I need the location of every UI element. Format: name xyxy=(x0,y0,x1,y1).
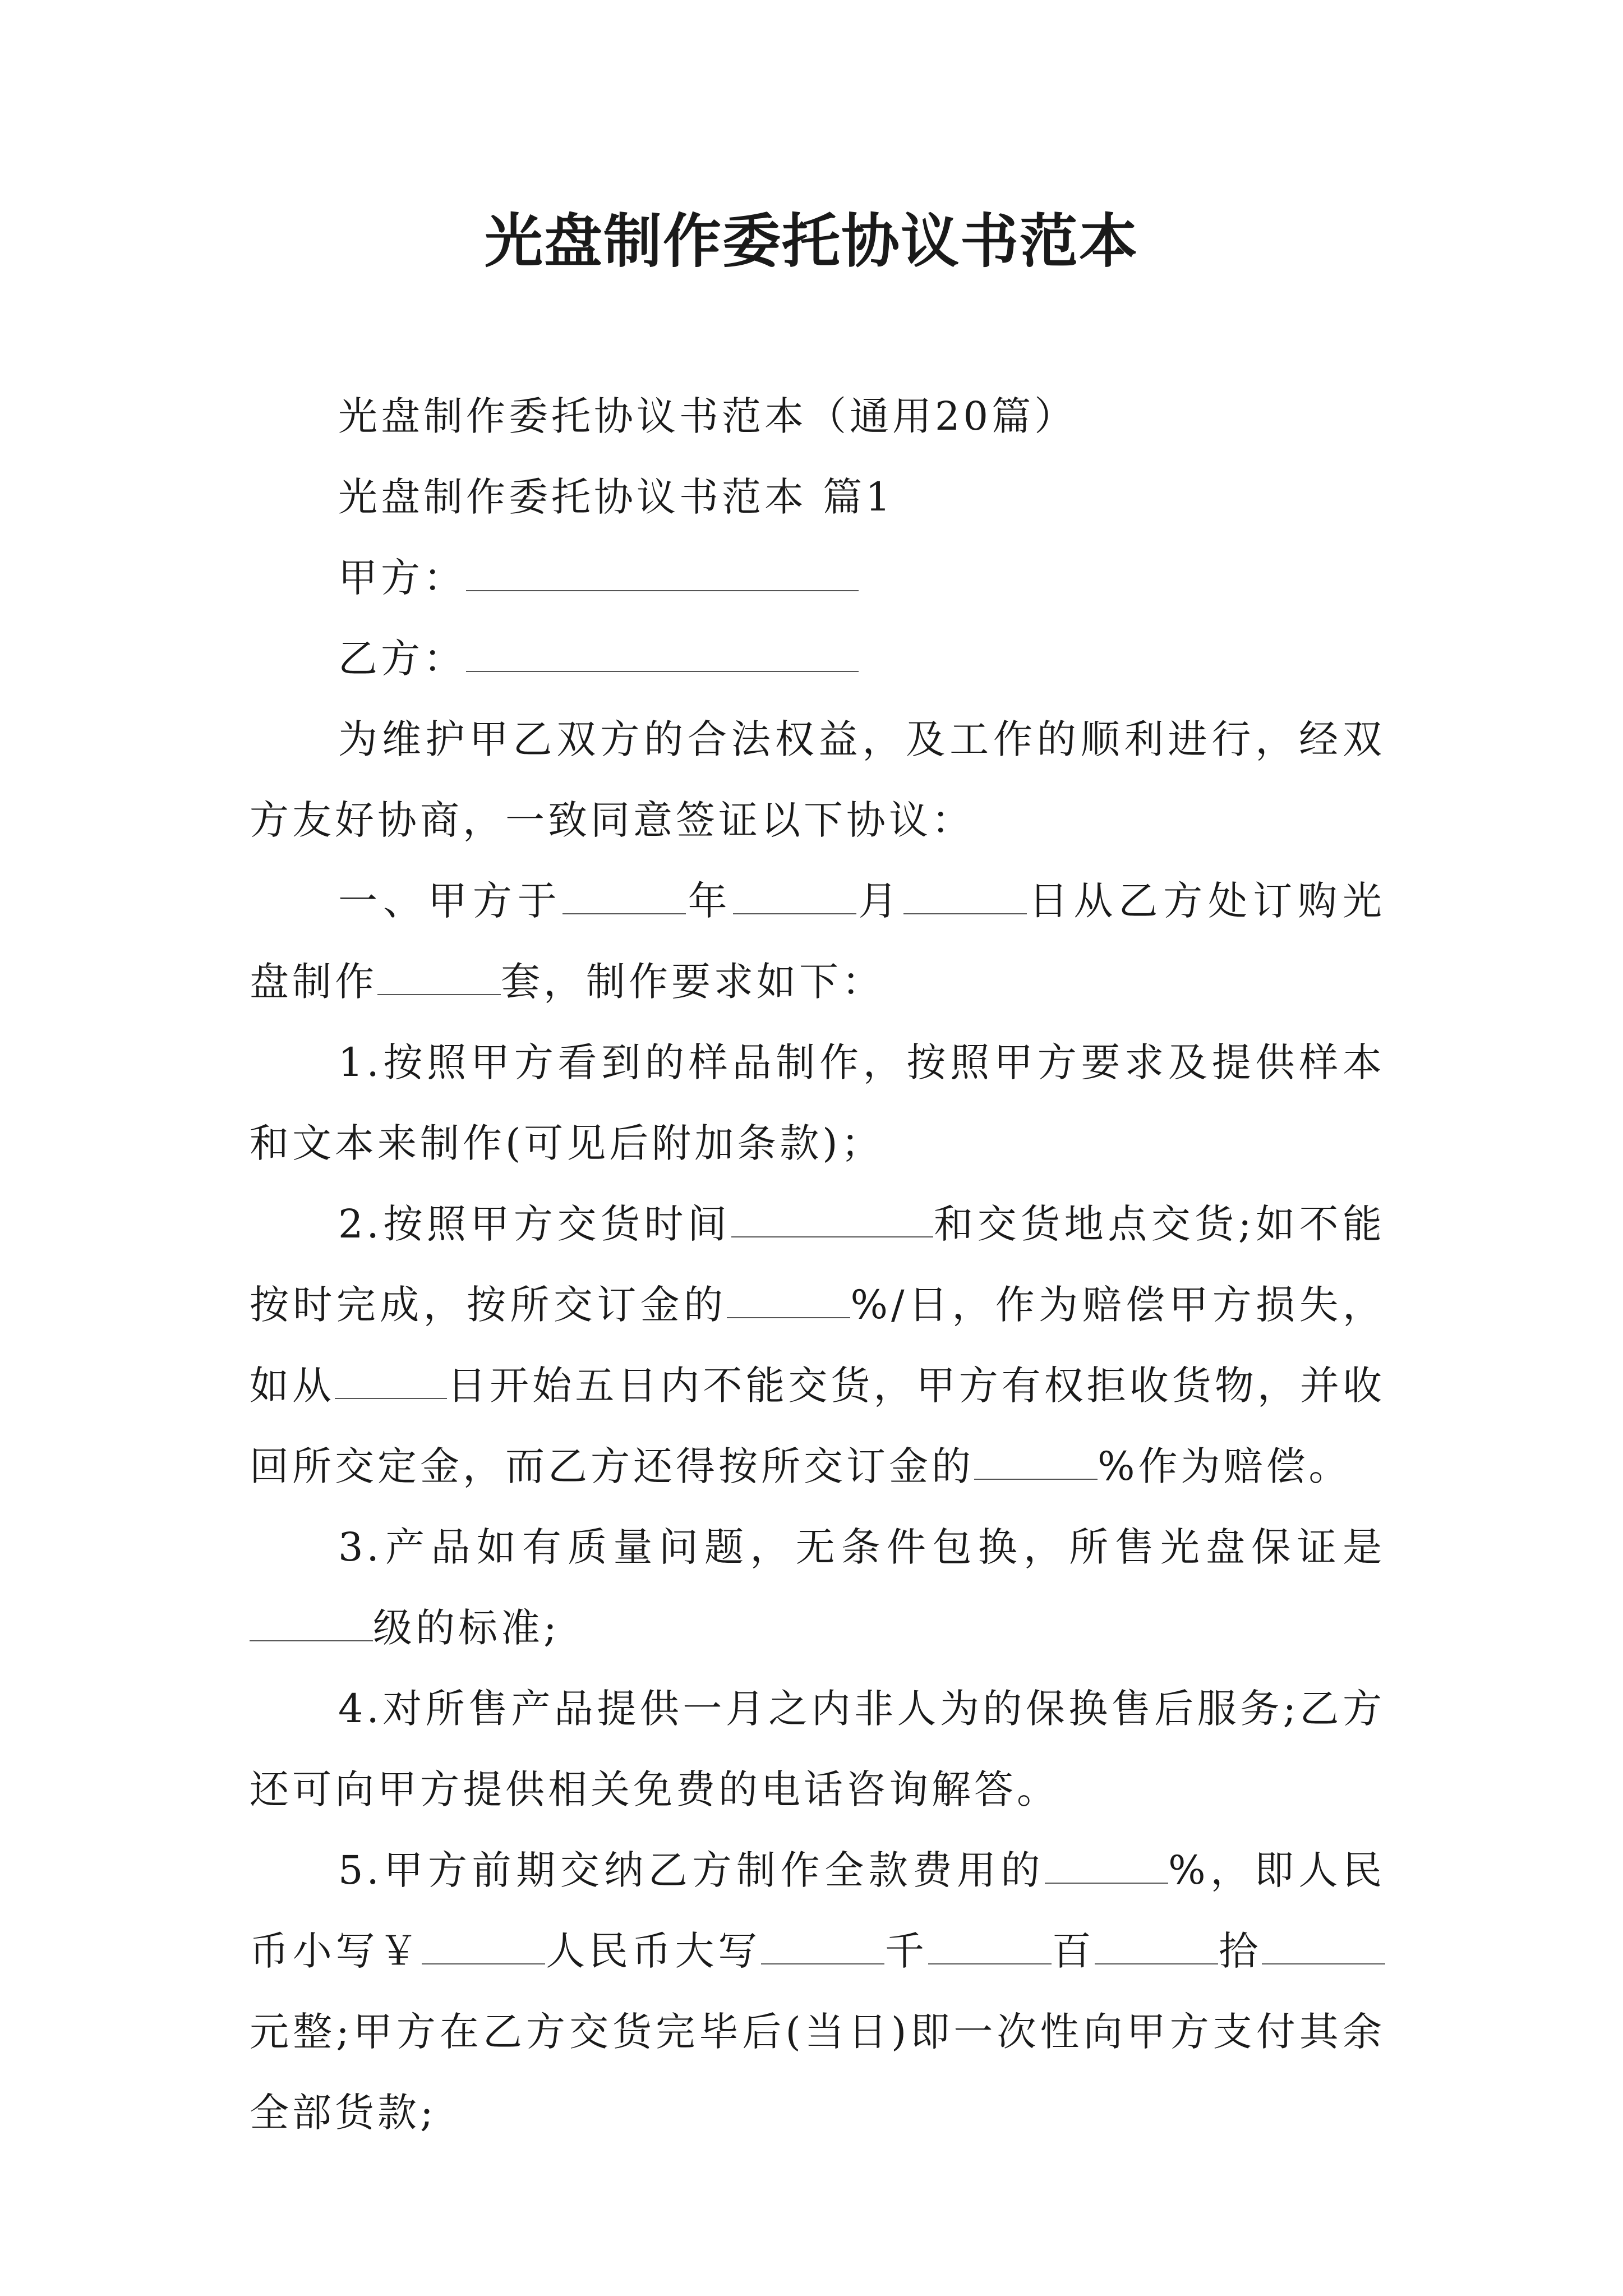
document-body xyxy=(250,376,1385,2153)
item-2-text: %作为赔偿。 xyxy=(1098,1443,1352,1489)
month-blank xyxy=(733,874,856,914)
section-heading: 光盘制作委托协议书范本 篇1 xyxy=(338,474,894,520)
item-5-text: 千 xyxy=(884,1928,928,1974)
item-2-text: 日开始五日内不能交货，甲方有权拒收货物，并收回所交定金，而乙方还得按所交订金的 xyxy=(250,1363,1386,1489)
prepay-percent-blank xyxy=(1045,1843,1168,1884)
units-blank xyxy=(1262,1924,1385,1964)
penalty-rate-blank xyxy=(727,1278,850,1318)
clause-1 xyxy=(250,861,1385,1022)
party-b-blank xyxy=(466,632,859,672)
item-5-text: 5.甲方前期交纳乙方制作全款费用的 xyxy=(338,1847,1045,1893)
clause-1-text: 日从乙方处订购光盘制作 xyxy=(250,878,1386,1005)
item-3-text: 级的标准; xyxy=(373,1605,560,1651)
item-5-text: 拾 xyxy=(1218,1928,1262,1974)
item-5-text: 元整;甲方在乙方交货完毕后(当日)即一次性向甲方支付其余全部货款; xyxy=(250,2009,1385,2136)
item-5-text: 人民币大写 xyxy=(545,1928,762,1974)
tens-blank xyxy=(1095,1924,1218,1964)
item-5-text: 百 xyxy=(1051,1928,1095,1974)
item-2 xyxy=(250,1184,1385,1507)
document-subtitle: 光盘制作委托协议书范本（通用20篇） xyxy=(338,393,1077,439)
quality-grade-blank xyxy=(250,1601,373,1641)
item-2-text: 2.按照甲方交货时间 xyxy=(338,1201,731,1247)
party-a-blank xyxy=(466,551,859,591)
clause-1-text: 套，制作要求如下： xyxy=(501,959,884,1005)
item-5 xyxy=(250,1830,1385,2153)
item-5-text: %，即人民币小写￥ xyxy=(250,1847,1385,1974)
party-a-label: 甲方： xyxy=(338,555,466,601)
party-b-label: 乙方： xyxy=(338,636,466,682)
item-1: 1.按照甲方看到的样品制作，按照甲方要求及提供样本和文本来制作(可见后附加条款)； xyxy=(250,1039,1385,1166)
compensation-rate-blank xyxy=(974,1439,1098,1480)
intro-paragraph: 为维护甲乙双方的合法权益，及工作的顺利进行，经双方友好协商，一致同意签证以下协议： xyxy=(250,716,1385,843)
party-a-line xyxy=(250,537,1385,618)
amount-figures-blank xyxy=(422,1924,545,1964)
delivery-time-blank xyxy=(731,1197,933,1237)
item-3 xyxy=(250,1507,1385,1668)
item-2-text: %/日，作为赔偿甲方损失，如从 xyxy=(250,1282,1385,1409)
hundreds-blank xyxy=(928,1924,1052,1964)
day-blank xyxy=(903,874,1027,914)
thousands-blank xyxy=(761,1924,884,1964)
item-3-text: 3.产品如有质量问题，无条件包换，所售光盘保证是 xyxy=(338,1524,1385,1570)
item-4: 4.对所售产品提供一月之内非人为的保换售后服务;乙方还可向甲方提供相关免费的电话咨询解答。 xyxy=(250,1686,1385,1812)
item-2-text: 和交货地点交货;如不能按时完成，按所交订金的 xyxy=(250,1201,1385,1328)
month-label: 月 xyxy=(856,878,903,924)
start-day-blank xyxy=(335,1359,447,1399)
quantity-blank xyxy=(377,955,501,995)
clause-1-text: 一、甲方于 xyxy=(338,878,562,924)
document-title: 光盘制作委托协议书范本 xyxy=(484,206,1138,275)
year-blank xyxy=(562,874,686,914)
year-label: 年 xyxy=(685,878,733,924)
party-b-line xyxy=(250,618,1385,699)
